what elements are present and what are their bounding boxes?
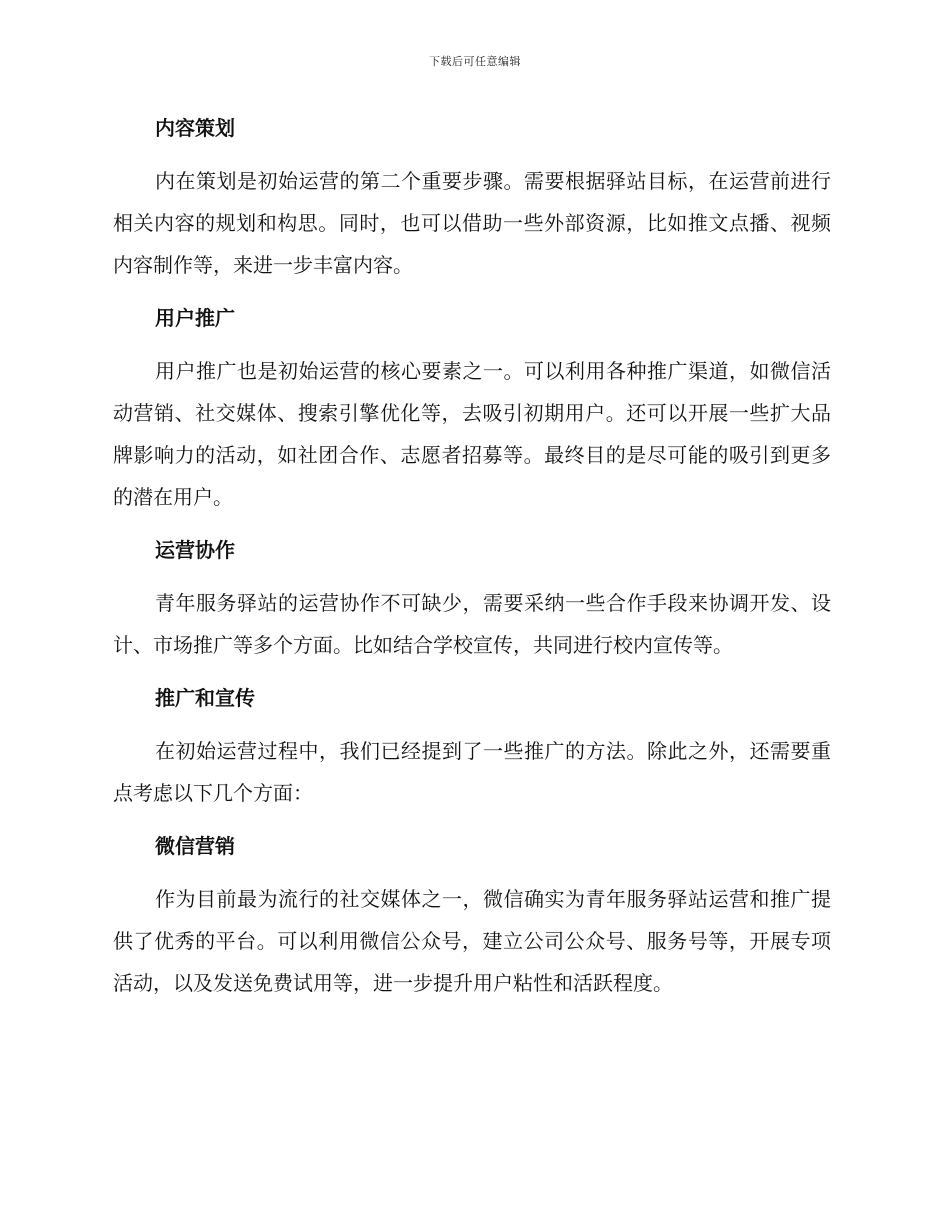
section-heading: 微信营销 [155, 834, 235, 858]
section-paragraph: 用户推广也是初始运营的核心要素之一。可以利用各种推广渠道，如微信活动营销、社交媒体、搜索引擎优化等，去吸引初期用户。还可以开展一些扩大品牌影响力的活动，如社团合作、志愿者招募等。最终目的是尽可能的吸引到更多的潜在用户。 [113, 359, 831, 509]
section-user-promotion [113, 300, 831, 518]
section-heading: 内容策划 [155, 116, 235, 140]
section-heading: 推广和宣传 [155, 686, 255, 710]
section-paragraph: 青年服务驿站的运营协作不可缺少，需要采纳一些合作手段来协调开发、设计、市场推广等多个方面。比如结合学校宣传，共同进行校内宣传等。 [113, 591, 831, 657]
section-wechat-marketing [113, 828, 831, 1004]
section-paragraph: 内在策划是初始运营的第二个重要步骤。需要根据驿站目标，在运营前进行相关内容的规划和构思。同时，也可以借助一些外部资源，比如推文点播、视频内容制作等，来进一步丰富内容。 [113, 169, 831, 277]
section-paragraph: 作为目前最为流行的社交媒体之一，微信确实为青年服务驿站运营和推广提供了优秀的平台。可以利用微信公众号，建立公司公众号、服务号等，开展专项活动，以及发送免费试用等，进一步提升用户粘性和活跃程度。 [113, 887, 831, 995]
section-content-planning [113, 110, 831, 286]
section-heading: 用户推广 [155, 306, 235, 330]
section-promotion-publicity [113, 680, 831, 814]
section-paragraph: 在初始运营过程中，我们已经提到了一些推广的方法。除此之外，还需要重点考虑以下几个方面： [113, 739, 831, 805]
section-heading: 运营协作 [155, 538, 235, 562]
section-operation-collaboration [113, 532, 831, 666]
document-body [113, 110, 831, 1018]
header-note: 下载后可任意编辑 [429, 55, 521, 68]
